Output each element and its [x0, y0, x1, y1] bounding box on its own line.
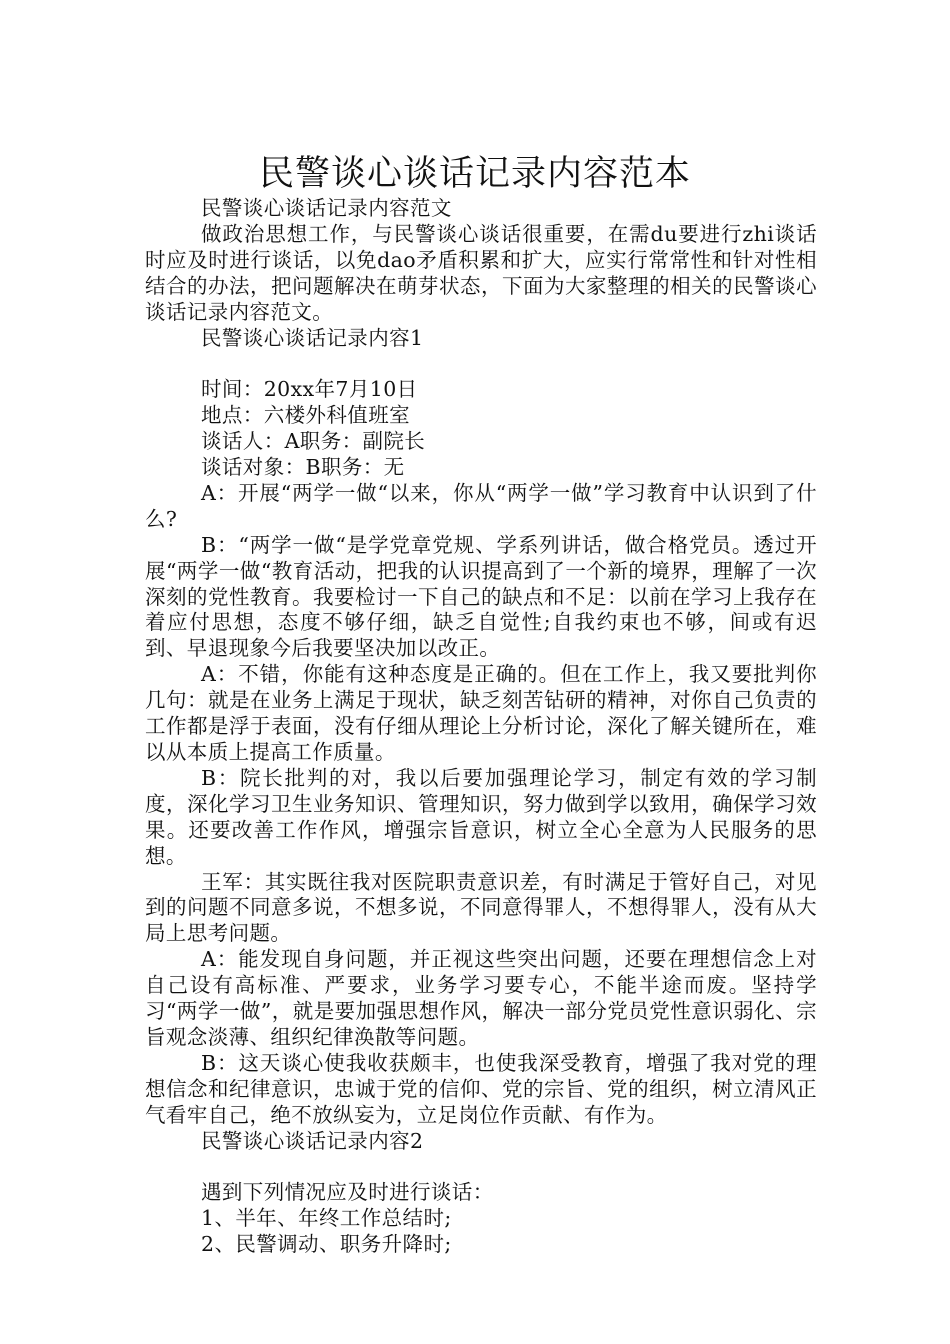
paragraph-intro: 做政治思想工作，与民警谈心谈话很重要，在需du要进行zhi谈话时应及时进行谈话，以免dao矛盾积累和扩大，应实行常常性和针对性相结合的办法，把问题解决在萌芽状态，下面为大家整理的相关的民警谈心谈话记录内容范文。 — [145, 221, 817, 324]
document-title: 民警谈心谈话记录内容范本 — [258, 154, 691, 195]
dialogue-paragraph: B：这天谈心使我收获颇丰，也使我深受教育，增强了我对党的理想信念和纪律意识，忠诚于党的信仰、党的宗旨、党的组织，树立清风正气看牢自己，绝不放纵妄为，立足岗位作贡献、有作为。 — [145, 1050, 817, 1127]
paragraph-subtitle: 民警谈心谈话记录内容范文 — [201, 196, 452, 220]
list-item: 1、半年、年终工作总结时; — [201, 1206, 452, 1231]
record-speaker: 谈话人：A职务：副院长 — [201, 429, 426, 454]
list-item: 2、民警调动、职务升降时; — [201, 1232, 452, 1257]
dialogue-paragraph: B：“两学一做“是学党章党规、学系列讲话，做合格党员。透过开展“两学一做“教育活动，把我的认识提高到了一个新的境界，理解了一次深刻的党性教育。我要检讨一下自己的缺点和不足：以前在学习上我存在着应付思想，态度不够仔细，缺乏自觉性;自我约束也不够，间或有迟到、早退现象今后我要坚决加以改正。 — [145, 532, 817, 661]
dialogue-paragraph: 王军：其实既往我对医院职责意识差，有时满足于管好自己，对见到的问题不同意多说，不想多说，不同意得罪人，不想得罪人，没有从大局上思考问题。 — [145, 869, 817, 946]
dialogue-paragraph: B：院长批判的对，我以后要加强理论学习，制定有效的学习制度，深化学习卫生业务知识、管理知识，努力做到学以致用，确保学习效果。还要改善工作作风，增强宗旨意识，树立全心全意为人民服务的思想。 — [145, 765, 817, 868]
record-time: 时间：20xx年7月10日 — [201, 377, 418, 402]
section-heading-2: 民警谈心谈话记录内容2 — [201, 1128, 424, 1153]
blank-line — [145, 1155, 817, 1181]
record-location: 地点：六楼外科值班室 — [201, 403, 410, 428]
dialogue-paragraph: A：能发现自身问题，并正视这些突出问题，还要在理想信念上对自己设有高标准、严要求，业务学习要专心，不能半途而废。坚持学习“两学一做”，就是要加强思想作风，解决一部分党员党性意识弱化、宗旨观念淡薄、组织纪律涣散等问题。 — [145, 947, 817, 1049]
record-subject: 谈话对象：B职务：无 — [201, 455, 405, 480]
list-intro: 遇到下列情况应及时进行谈话： — [201, 1180, 494, 1205]
document-body — [145, 196, 817, 1258]
section-heading-1: 民警谈心谈话记录内容1 — [201, 325, 424, 350]
blank-line — [145, 351, 817, 377]
dialogue-paragraph: A：开展“两学一做“以来，你从“两学一做”学习教育中认识到了什么? — [145, 480, 817, 531]
dialogue-paragraph: A：不错，你能有这种态度是正确的。但在工作上，我又要批判你几句：就是在业务上满足于现状，缺乏刻苦钻研的精神，对你自己负责的工作都是浮于表面，没有仔细从理论上分析讨论，深化了解关键所在，难以从本质上提高工作质量。 — [145, 662, 817, 765]
